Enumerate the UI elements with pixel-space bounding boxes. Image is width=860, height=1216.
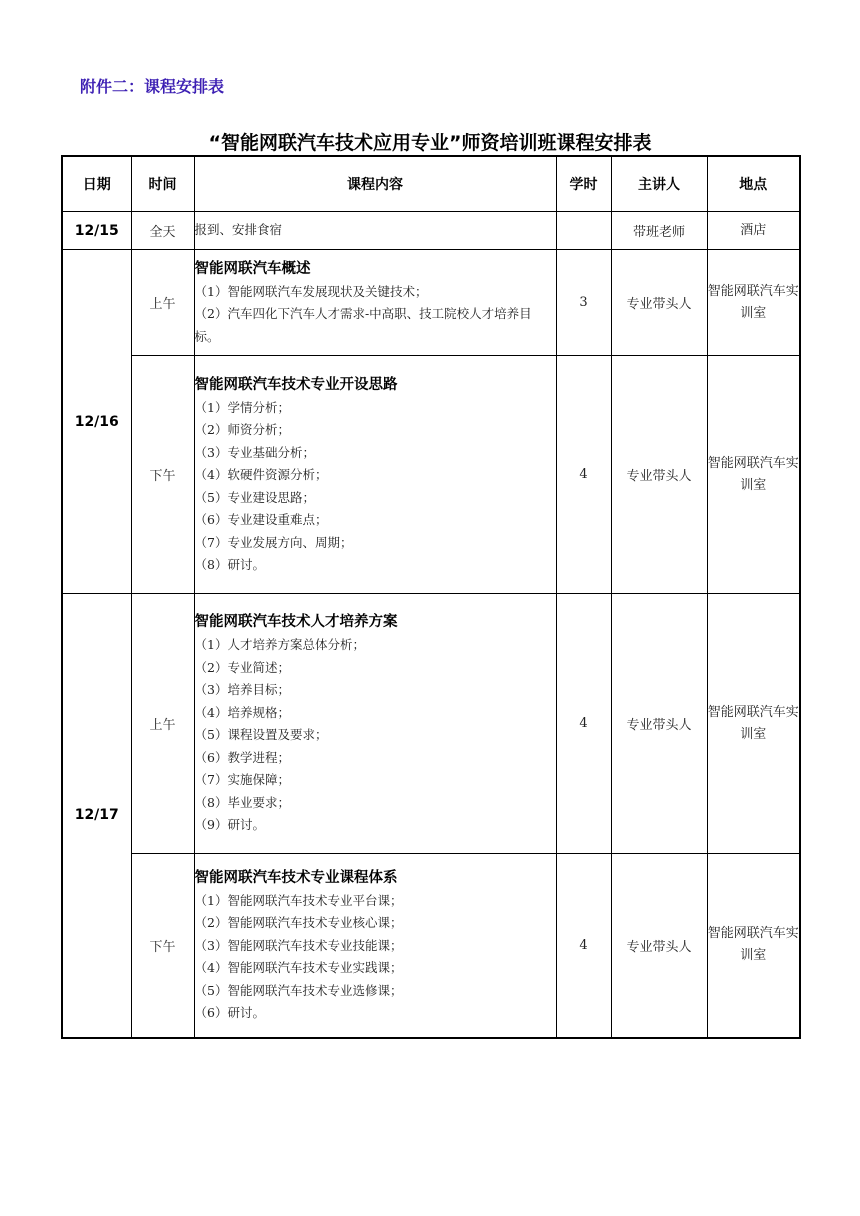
lecturer-cell: 带班老师: [611, 212, 707, 250]
content-item: （4）智能网联汽车技术专业实践课；: [194, 960, 403, 976]
location-cell: 智能网联汽车实训室: [707, 594, 800, 854]
hours-cell: 4: [556, 854, 611, 1038]
content-item: （1）智能网联汽车技术专业平台课；: [194, 892, 403, 908]
header-content: 课程内容: [194, 156, 556, 212]
content-item: （1）学情分析；: [194, 399, 290, 415]
hours-cell: [556, 212, 611, 250]
content-cell: [194, 212, 556, 250]
table-row: [62, 356, 800, 594]
content-item: （6）研讨。: [194, 1005, 265, 1021]
content-item: （2）师资分析；: [194, 422, 290, 437]
hours-cell: 4: [556, 594, 611, 854]
content-item: （9）研讨。: [194, 817, 265, 833]
lecturer-cell: 专业带头人: [611, 854, 707, 1038]
content-item: （1）智能网联汽车发展现状及关键技术；: [194, 283, 428, 299]
header-time: 时间: [131, 156, 194, 212]
content-item: （3）培养目标；: [194, 682, 290, 698]
header-lecturer: 主讲人: [611, 156, 707, 212]
content-item: （3）智能网联汽车技术专业技能课；: [194, 937, 403, 953]
content-item: （2）智能网联汽车技术专业核心课；: [194, 915, 403, 931]
content-item: （4）软硬件资源分析；: [194, 467, 328, 482]
content-item: （6）专业建设重难点；: [194, 512, 328, 527]
hours-cell: 4: [556, 356, 611, 594]
time-cell: 下午: [131, 854, 194, 1038]
time-cell: 上午: [131, 594, 194, 854]
content-item: （3）专业基础分析；: [194, 444, 315, 460]
location-cell: 智能网联汽车实训室: [707, 356, 800, 594]
content-item: （5）专业建设思路；: [194, 489, 315, 505]
document-title: “智能网联汽车技术应用专业”师资培训班课程安排表: [208, 132, 652, 154]
location-cell: 酒店: [707, 212, 800, 250]
content-title: 智能网联汽车技术人才培养方案: [194, 614, 398, 631]
content-item: （5）课程设置及要求；: [194, 727, 328, 743]
time-cell: 上午: [131, 250, 194, 356]
content-item: 报到、安排食宿: [194, 222, 283, 238]
content-item: （6）教学进程；: [194, 749, 290, 765]
content-item: （7）专业发展方向、周期；: [194, 534, 353, 550]
content-item: （5）智能网联汽车技术专业选修课；: [194, 982, 403, 998]
content-title: 智能网联汽车技术专业课程体系: [194, 869, 398, 886]
content-item: （8）毕业要求；: [194, 794, 290, 810]
location-cell: 智能网联汽车实训室: [707, 250, 800, 356]
table-row: [62, 854, 800, 1038]
content-item: （1）人才培养方案总体分析；: [194, 637, 365, 653]
content-cell: [194, 854, 556, 1038]
lecturer-cell: 专业带头人: [611, 250, 707, 356]
course-schedule-table: [61, 155, 801, 1039]
content-cell: [194, 250, 556, 356]
date-cell: 12/15: [62, 212, 131, 250]
lecturer-cell: 专业带头人: [611, 594, 707, 854]
table-row: [62, 212, 800, 250]
hours-cell: 3: [556, 250, 611, 356]
attachment-title: 附件二：课程安排表: [80, 77, 225, 96]
table-row: [62, 250, 800, 356]
time-cell: 全天: [131, 212, 194, 250]
content-cell: [194, 356, 556, 594]
date-cell: 12/17: [62, 594, 131, 1038]
header-location: 地点: [707, 156, 800, 212]
table-row: [62, 594, 800, 854]
content-item: （2）专业简述；: [194, 659, 290, 675]
content-item: （8）研讨。: [194, 557, 265, 572]
lecturer-cell: 专业带头人: [611, 356, 707, 594]
table-header-row: [62, 156, 800, 212]
content-cell: [194, 594, 556, 854]
content-item: （4）培养规格；: [194, 704, 290, 720]
content-title: 智能网联汽车概述: [194, 260, 311, 277]
location-cell: 智能网联汽车实训室: [707, 854, 800, 1038]
content-item: （2）汽车四化下汽车人才需求-中高职、技工院校人才培养目标。: [194, 306, 532, 344]
time-cell: 下午: [131, 356, 194, 594]
header-hours: 学时: [556, 156, 611, 212]
header-date: 日期: [62, 156, 131, 212]
date-cell: 12/16: [62, 250, 131, 594]
content-item: （7）实施保障；: [194, 772, 290, 788]
content-title: 智能网联汽车技术专业开设思路: [194, 376, 398, 393]
